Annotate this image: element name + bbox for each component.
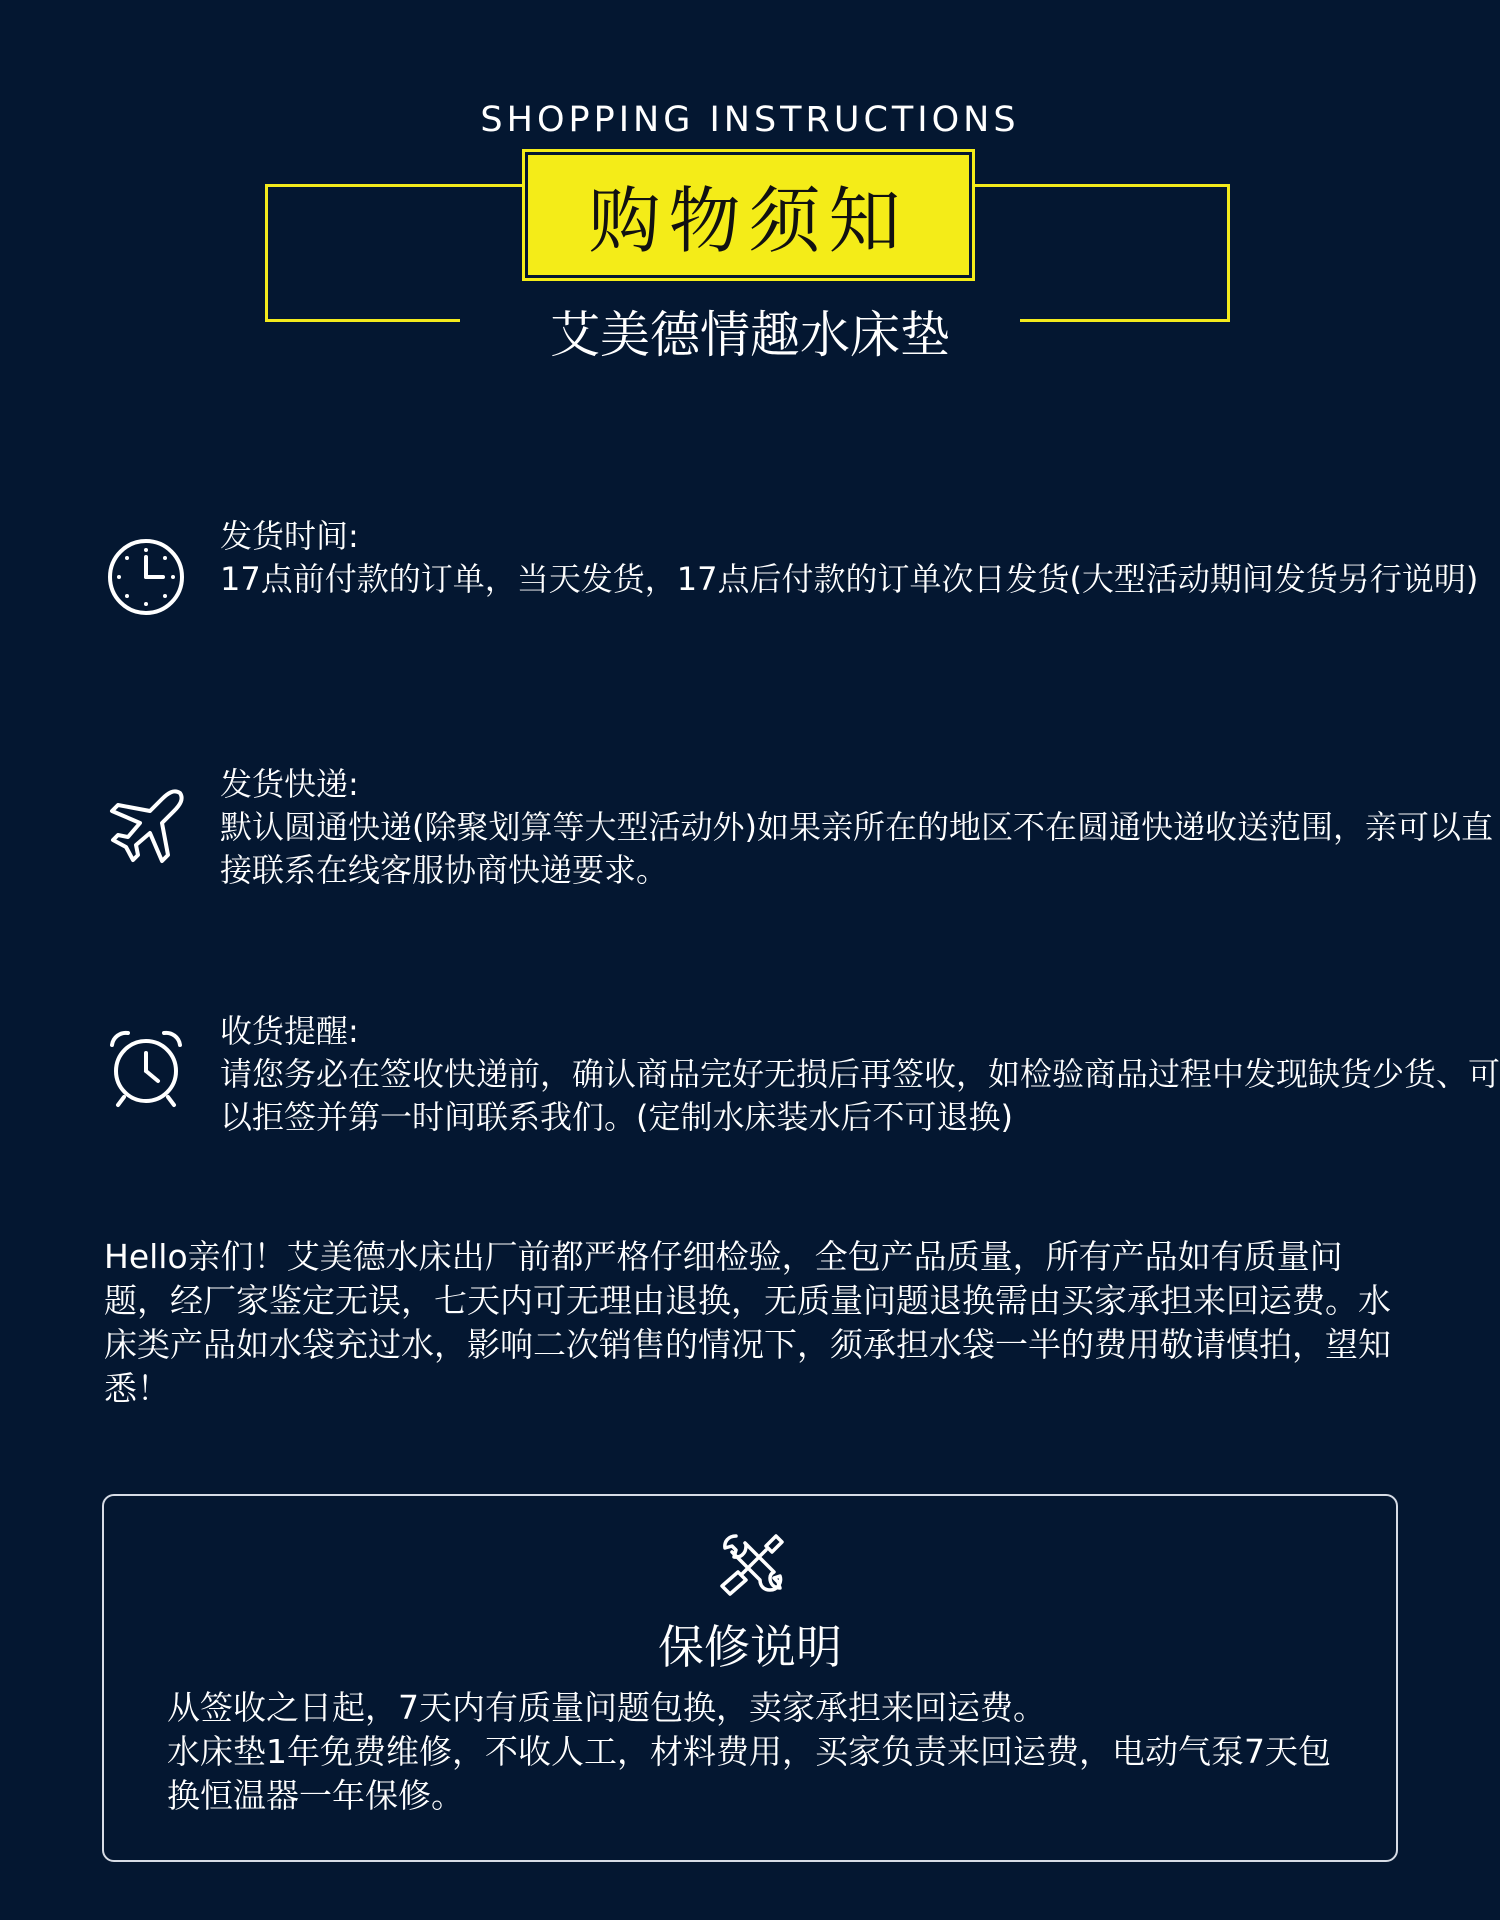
notice-body: 请您务必在签收快递前，确认商品完好无损后再签收，如检验商品过程中发现缺货少货、可以拒签并第一时间联系我们。(定制水床装水后不可退换): [220, 1055, 1500, 1136]
warranty-body: [167, 1686, 1347, 1818]
notice-courier: [104, 763, 1493, 893]
notice-text: [220, 1010, 1500, 1139]
page-subtitle: 艾美德情趣水床垫: [550, 306, 950, 364]
warranty-title: 保修说明: [658, 1620, 842, 1674]
clock-icon: [104, 535, 188, 619]
warranty-line: 水床垫1年免费维修，不收人工，材料费用，买家负责来回运费，电动气泵7天包换恒温器一年保修。: [167, 1732, 1331, 1815]
tools-icon: [716, 1528, 788, 1600]
notice-label: 发货时间:: [220, 517, 359, 555]
page-title: 购物须知: [588, 179, 909, 263]
notice-receipt-reminder: [104, 1010, 1500, 1140]
notice-shipping-time: [104, 515, 1479, 645]
airplane-icon: [104, 785, 188, 869]
warranty-panel: [102, 1494, 1398, 1862]
return-policy-paragraph: Hello亲们！艾美德水床出厂前都严格仔细检验，全包产品质量，所有产品如有质量问题，经厂家鉴定无误，七天内可无理由退换，无质量问题退换需由买家承担来回运费。水床类产品如水袋充过水，影响二次销售的情况下，须承担水袋一半的费用敬请慎拍，望知悉！: [104, 1237, 1391, 1408]
warranty-line: 从签收之日起，7天内有质量问题包换，卖家承担来回运费。: [167, 1688, 1046, 1727]
notice-text: [220, 763, 1500, 892]
notice-body: 默认圆通快递(除聚划算等大型活动外)如果亲所在的地区不在圆通快递收送范围，亲可以直接联系在线客服协商快递要求。: [220, 808, 1493, 889]
alarm-clock-icon: [104, 1025, 188, 1109]
notice-text: [220, 515, 1500, 601]
notice-body: 17点前付款的订单，当天发货，17点后付款的订单次日发货(大型活动期间发货另行说明): [220, 560, 1479, 598]
notice-label: 收货提醒:: [220, 1012, 359, 1050]
notice-label: 发货快递:: [220, 765, 359, 803]
title-badge: [525, 152, 972, 278]
header-eyebrow: SHOPPING INSTRUCTIONS: [480, 100, 1020, 140]
